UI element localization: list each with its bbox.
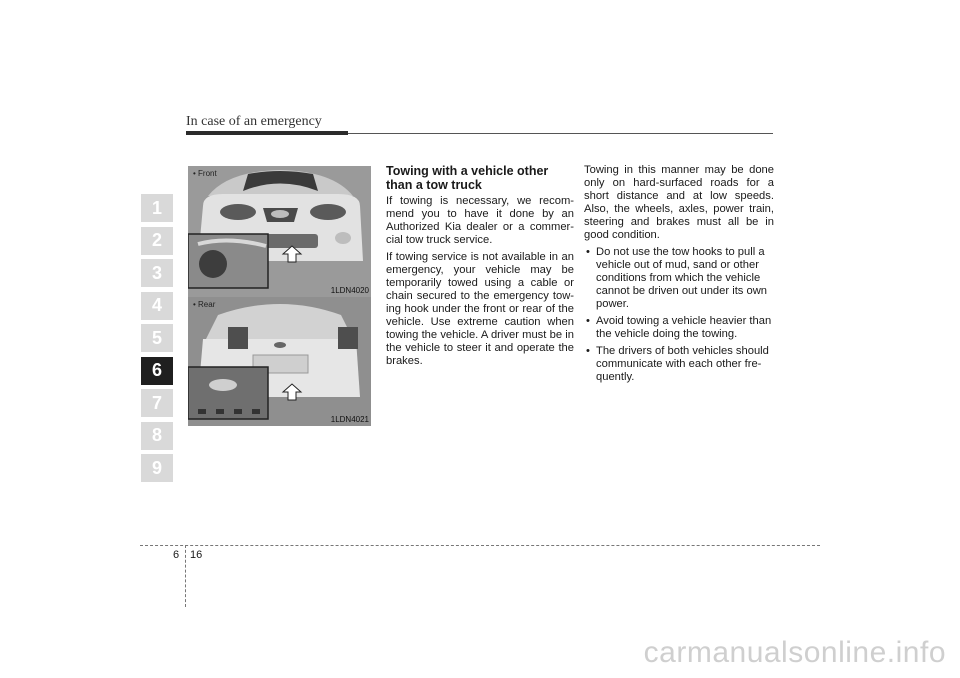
middle-text-column: [386, 164, 574, 372]
footer-rule: [140, 545, 820, 546]
header-title: In case of an emergency: [186, 114, 322, 129]
header-rule-thin: [348, 133, 773, 134]
chapter-tab-6[interactable]: 6: [141, 357, 173, 385]
rear-figure-code: 1LDN4021: [330, 415, 369, 424]
bullet-list: [584, 246, 774, 384]
section-heading: Towing with a vehicle other than a tow truck: [386, 164, 549, 192]
front-figure-code: 1LDN4020: [330, 286, 369, 295]
front-figure-label: • Front: [193, 169, 217, 178]
watermark: carmanualsonline.info: [643, 636, 946, 669]
rear-tow-hook-figure: [188, 297, 371, 426]
chapter-tab-1[interactable]: 1: [141, 194, 173, 222]
rear-figure-label: • Rear: [193, 300, 216, 309]
bullet-item: • The drivers of both vehicles should communicate with each other fre-quently.: [584, 345, 774, 384]
chapter-tab-5[interactable]: 5: [141, 324, 173, 352]
chapter-tab-7[interactable]: 7: [141, 389, 173, 417]
chapter-tab-8[interactable]: 8: [141, 422, 173, 450]
chapter-tab-2[interactable]: 2: [141, 227, 173, 255]
header-rule-thick: [186, 131, 348, 135]
footer-chapter-number: 6: [173, 549, 180, 561]
bullet-item: • Avoid towing a vehicle heavier than the vehicle doing the towing.: [584, 315, 774, 341]
footer-page-number: 16: [190, 549, 203, 561]
rear-car-illustration: [188, 297, 371, 426]
chapter-tabs: [141, 194, 173, 487]
paragraph: If towing service is not available in an emergency, your vehicle may be temporarily towed using a cable or chain secured to the emergency tow-ing hook under the front or rear of the vehicle. Use extreme caution when towing the vehicle. A driver must be in the vehicle to steer it and operate the brakes.: [386, 251, 574, 367]
chapter-tab-9[interactable]: 9: [141, 454, 173, 482]
chapter-tab-4[interactable]: 4: [141, 292, 173, 320]
paragraph: Towing in this manner may be done only on hard-surfaced roads for a short distance and at low speeds. Also, the wheels, axles, power train, steering and brakes must all be in good condition.: [584, 164, 774, 241]
front-tow-hook-figure: [188, 166, 371, 297]
footer-divider: [185, 545, 186, 607]
paragraph: If towing is necessary, we recom-mend you to have it done by an Authorized Kia dealer or a commer-cial tow truck service.: [386, 195, 574, 246]
front-car-illustration: [188, 166, 371, 297]
chapter-tab-3[interactable]: 3: [141, 259, 173, 287]
right-text-column: [584, 164, 774, 388]
bullet-item: • Do not use the tow hooks to pull a vehicle out of mud, sand or other conditions from which the vehicle cannot be driven out under its own power.: [584, 246, 774, 311]
